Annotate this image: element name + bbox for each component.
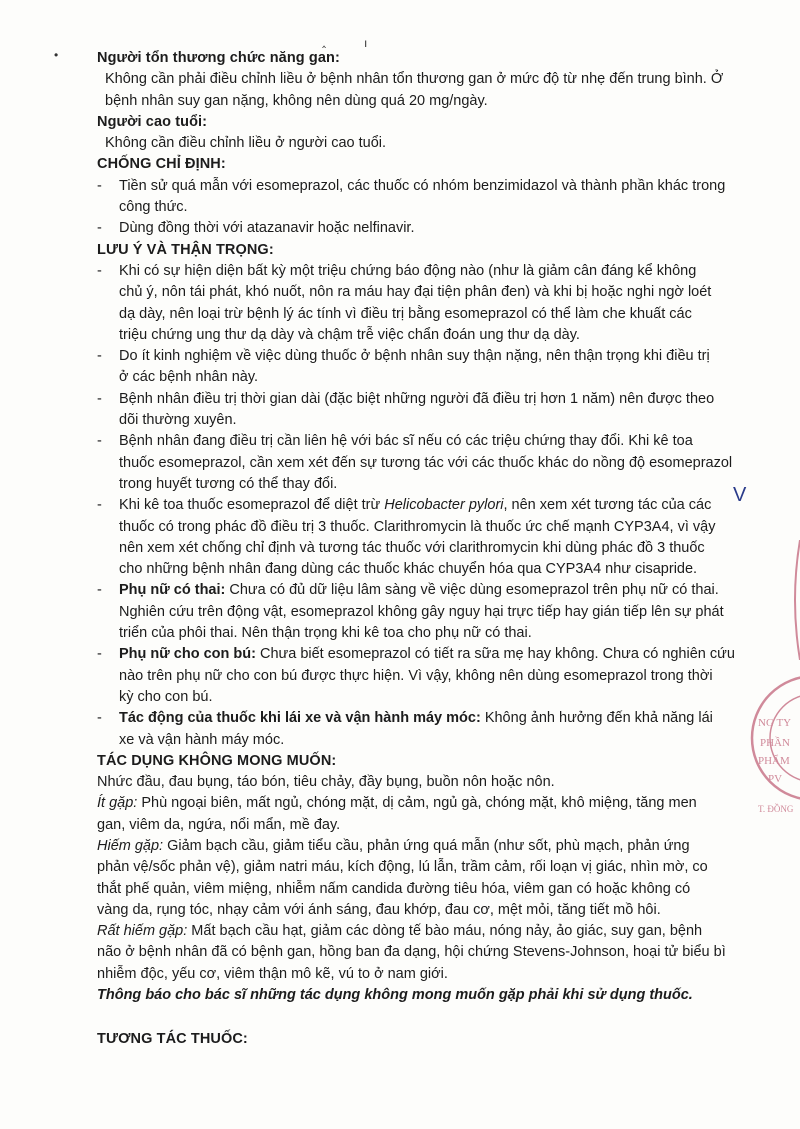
handwritten-tick: V [733, 484, 747, 506]
adverse-uncommon-line-1 [97, 793, 757, 814]
driving-line-2: xe và vận hành máy móc. [119, 731, 285, 748]
adverse-uncommon-line-2: gan, viêm da, ngứa, nổi mẩn, mề đay. [97, 816, 341, 833]
elderly-line-1: Không cần điều chỉnh liều ở người cao tuổi. [105, 135, 387, 152]
heading-contraindications: CHỐNG CHỈ ĐỊNH: [97, 156, 226, 173]
rare-label: Hiếm gặp: [97, 837, 164, 854]
caution-item-driving: - Tác động của thuốc khi lái xe và vận hành máy móc: Không ảnh hưởng đến khả năng lái xe và vận hành máy móc. [97, 708, 757, 751]
adverse-rare-line-4: vàng da, rụng tóc, nhạy cảm với ánh sáng, đau khớp, đau cơ, mệt mỏi, tăng tiết mồ hôi. [97, 901, 661, 918]
nursing-label: Phụ nữ cho con bú: [119, 646, 256, 663]
hpylori-text-post: , nên xem xét tương tác của các [503, 497, 712, 514]
stamp-text-5: T. ĐỒNG [758, 804, 794, 814]
pregnancy-line-3: triển của phôi thai. Nên thận trọng khi kê toa cho phụ nữ có thai. [119, 625, 532, 642]
caution-item-1-line-1: Khi có sự hiện diện bất kỳ một triệu chứng báo động nào (như là giảm cân đáng kể không [119, 262, 697, 279]
heading-drug-interactions: TƯƠNG TÁC THUỐC: [97, 1031, 248, 1048]
scan-dot: • [54, 48, 59, 62]
nursing-line-2: nào trên phụ nữ cho con bú được thực hiện. Vì vậy, không nên dùng esomeprazol trong thời [119, 667, 713, 684]
caution-item-pregnancy: - Phụ nữ có thai: Chưa có đủ dữ liệu lâm sàng về việc dùng esomeprazol trên phụ nữ có thai. Nghiên cứu trên động vật, esomeprazol không gây nguy hại trực tiếp hay gián tiếp lên sự phát triển của phôi thai. Nên thận trọng khi kê toa cho phụ nữ có thai. [97, 580, 757, 644]
contra-item-2: - Dùng đồng thời với atazanavir hoặc nelfinavir. [97, 218, 757, 239]
adverse-common: Nhức đầu, đau bụng, táo bón, tiêu chảy, đầy bụng, buồn nôn hoặc nôn. [97, 774, 555, 791]
pregnancy-line-2: Nghiên cứu trên động vật, esomeprazol không gây nguy hại trực tiếp hay gián tiếp lên sự phát [119, 603, 724, 620]
document-body [97, 46, 757, 1051]
caution-item-2: - Do ít kinh nghiệm về việc dùng thuốc ở bệnh nhân suy thận nặng, nên thận trọng khi điều trị ở các bệnh nhân này. [97, 346, 757, 389]
caution-item-hpylori: - Khi kê toa thuốc esomeprazol để diệt trừ Helicobacter pylori, nên xem xét tương tác của các thuốc có trong phác đồ điều trị 3 thuốc. Clarithromycin là thuốc ức chế mạnh CYP3A4, vì vậy nên xem xét chống chỉ định và tương tác thuốc với clarithromycin khi dùng phác đồ 3 thuốc cho những bệnh nhân đang dùng các thuốc khác chuyển hóa qua CYP3A4 như cisapride. [97, 495, 757, 580]
rare-text: Giảm bạch cầu, giảm tiểu cầu, phản ứng quá mẫn (như sốt, phù mạch, phản ứng [163, 837, 690, 854]
company-stamp [744, 676, 800, 866]
stamp-text-2: PHẦN [760, 737, 790, 749]
stamp-text-3: PHẨM [758, 755, 790, 767]
driving-text: Không ảnh hưởng đến khả năng lái [480, 710, 713, 727]
caution-item-2-line-2: ở các bệnh nhân này. [119, 369, 259, 386]
pregnancy-text: Chưa có đủ dữ liệu lâm sàng về việc dùng esomeprazol trên phụ nữ có thai. [225, 582, 719, 599]
caution-item-1-line-4: triệu chứng ung thư dạ dày và chậm trễ việc chẩn đoán ung thư dạ dày. [119, 326, 580, 343]
caution-item-nursing: - Phụ nữ cho con bú: Chưa biết esomeprazol có tiết ra sữa mẹ hay không. Chưa có nghiên cứu nào trên phụ nữ cho con bú được thực hiện. Vì vậy, không nên dùng esomeprazol trong thời kỳ cho con bú. [97, 644, 757, 708]
contra-item-1-line-1: Tiền sử quá mẫn với esomeprazol, các thuốc có nhóm benzimidazol và thành phần khác trong [119, 177, 726, 194]
liver-line-1: Không cần phải điều chỉnh liều ở bệnh nhân tổn thương gan ở mức độ từ nhẹ đến trung bình. Ở [105, 71, 724, 88]
stamp-fragment-arc [795, 540, 800, 660]
adverse-notice: Thông báo cho bác sĩ những tác dụng không mong muốn gặp phải khi sử dụng thuốc. [97, 987, 693, 1004]
caution-item-1-line-3: dạ dày, nên loại trừ bệnh lý ác tính vì điều trị bằng esomeprazol có thể làm che khuất các [119, 305, 692, 322]
scan-mark: ‸ [322, 34, 327, 48]
heading-liver: Người tổn thương chức năng gan: [97, 50, 340, 66]
caution-item-3-line-2: dõi thường xuyên. [119, 412, 237, 429]
caution-item-2-line-1: Do ít kinh nghiệm về việc dùng thuốc ở bệnh nhân suy thận nặng, nên thận trọng khi điều trị [119, 348, 710, 365]
very-rare-label: Rất hiếm gặp: [97, 923, 188, 940]
hpylori-species-name: Helicobacter pylori [384, 497, 504, 514]
contra-item-1: - Tiền sử quá mẫn với esomeprazol, các thuốc có nhóm benzimidazol và thành phần khác trong công thức. [97, 176, 757, 219]
caution-item-3: - Bệnh nhân điều trị thời gian dài (đặc biệt những người đã điều trị hơn 1 năm) nên được theo dõi thường xuyên. [97, 389, 757, 432]
nursing-line-1 [119, 644, 757, 665]
adverse-vrare-line-2: não ở bệnh nhân đã có bệnh gan, hồng ban đa dạng, hội chứng Stevens-Johnson, hoại tử biểu bì [97, 944, 726, 961]
nursing-line-3: kỳ cho con bú. [119, 688, 213, 705]
hpylori-line-3: nên xem xét chống chỉ định và tương tác thuốc với clarithromycin khi dùng phác đồ 3 thuốc [119, 539, 705, 556]
caution-item-1: - Khi có sự hiện diện bất kỳ một triệu chứng báo động nào (như là giảm cân đáng kể không chủ ý, nôn tái phát, khó nuốt, nôn ra máu hay đại tiện phân đen) và khi bị hoặc nghi ngờ loét dạ dày, nên loại trừ bệnh lý ác tính vì điều trị bằng esomeprazol có thể làm che khuất các triệu chứng ung thư dạ dày và chậm trễ việc chẩn đoán ung thư dạ dày. [97, 261, 757, 346]
caution-item-4-line-1: Bệnh nhân đang điều trị cần liên hệ với bác sĩ nếu có các triệu chứng thay đổi. Khi kê toa [119, 433, 693, 450]
caution-item-4-line-3: trong huyết tương có thể thay đổi. [119, 475, 338, 492]
heading-cautions: LƯU Ý VÀ THẬN TRỌNG: [97, 241, 274, 258]
driving-line-1 [119, 708, 757, 729]
adverse-vrare-line-3: nhiễm độc, yếu cơ, viêm thận mô kẽ, vú to ở nam giới. [97, 965, 448, 982]
adverse-rare-line-1 [97, 836, 757, 857]
caution-item-1-line-2: chủ ý, nôn tái phát, khó nuốt, nôn ra máu hay đại tiện phân đen) và khi bị hoặc nghi ngờ loét [119, 284, 712, 301]
uncommon-text: Phù ngoại biên, mất ngủ, chóng mặt, dị cảm, ngủ gà, chóng mặt, khô miệng, tăng men [137, 795, 697, 812]
pregnancy-line-1 [119, 580, 757, 601]
driving-label: Tác động của thuốc khi lái xe và vận hành máy móc: [119, 710, 481, 727]
nursing-text: Chưa biết esomeprazol có tiết ra sữa mẹ hay không. Chưa có nghiên cứu [255, 646, 735, 663]
adverse-vrare-line-1 [97, 921, 757, 942]
hpylori-line-1 [119, 495, 757, 516]
stamp-text-4: PV [768, 773, 783, 785]
scan-mark-2: ı [364, 36, 368, 50]
adverse-rare-line-2: phản vệ/sốc phản vệ), giảm natri máu, kích động, lú lẫn, trầm cảm, rối loạn vị giác, nhìn mờ, co [97, 859, 708, 876]
uncommon-label: Ít gặp: [97, 795, 138, 812]
liver-line-2: bệnh nhân suy gan nặng, không nên dùng quá 20 mg/ngày. [105, 92, 488, 109]
caution-item-3-line-1: Bệnh nhân điều trị thời gian dài (đặc biệt những người đã điều trị hơn 1 năm) nên được theo [119, 390, 715, 407]
hpylori-text-pre: Khi kê toa thuốc esomeprazol để diệt trừ [119, 497, 385, 514]
caution-item-4-line-2: thuốc esomeprazol, cần xem xét đến sự tương tác với các thuốc khác do nồng độ esomeprazol [119, 454, 733, 471]
heading-adverse-effects: TÁC DỤNG KHÔNG MONG MUỐN: [97, 752, 337, 769]
stamp-fragment-upper [786, 540, 800, 660]
pregnancy-label: Phụ nữ có thai: [119, 582, 226, 599]
hpylori-line-4: cho những bệnh nhân đang dùng các thuốc khác chuyển hóa qua CYP3A4 như cisapride. [119, 561, 698, 578]
adverse-rare-line-3: thắt phế quản, viêm miệng, nhiễm nấm candida đường tiêu hóa, viêm gan có hoặc không có [97, 880, 691, 897]
heading-elderly: Người cao tuổi: [97, 113, 208, 130]
very-rare-text: Mất bạch cầu hạt, giảm các dòng tế bào máu, nóng nảy, ảo giác, suy gan, bệnh [187, 923, 703, 940]
contra-item-1-line-2: công thức. [119, 199, 188, 216]
hpylori-line-2: thuốc có trong phác đồ điều trị 3 thuốc. Clarithromycin là thuốc ức chế mạnh CYP3A4, vì vậy [119, 518, 716, 535]
caution-item-4: - Bệnh nhân đang điều trị cần liên hệ với bác sĩ nếu có các triệu chứng thay đổi. Khi kê toa thuốc esomeprazol, cần xem xét đến sự tương tác với các thuốc khác do nồng độ esomeprazol trong huyết tương có thể thay đổi. [97, 431, 757, 495]
contra-item-2-line-1: Dùng đồng thời với atazanavir hoặc nelfinavir. [119, 220, 415, 237]
stamp-text-1: NG TY [758, 717, 792, 729]
